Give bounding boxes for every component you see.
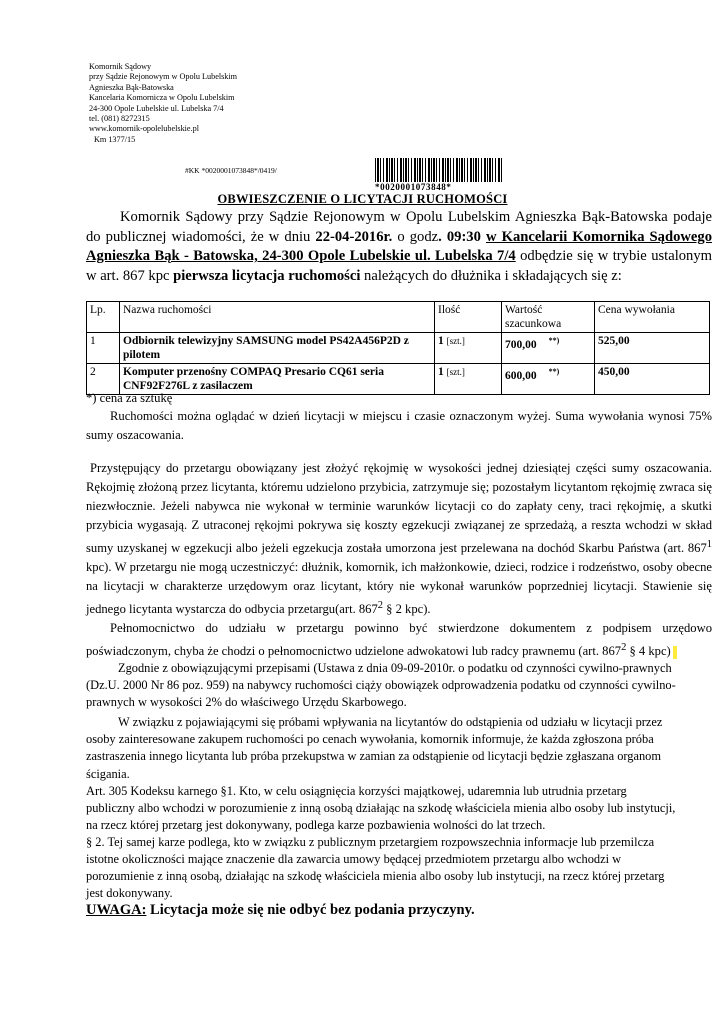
legal-section bbox=[86, 660, 676, 919]
auction-time: . 09:30 bbox=[438, 228, 481, 245]
deposit-paragraph: Przystępujący do przetargu obowiązany jest złożyć rękojmię w wysokości jednej dziesiątej części sumy oszacowania. Rękojmię złożoną przez licytanta, któremu udzielono przybicia, zatrzymuje się; pozostałym licytantom rękojmię zwraca się niezwłocznie. Jeżeli nabywca nie wykonał w terminie warunków licytacji co do zapłaty ceny, traci rękojmię, a skutki przybicia wygasają. Z utraconej rękojmi pokrywa się koszty egzekucji związanej ze sprzedażą, a reszta wchodzi w skład sumy uzyskanej w egzekucji albo jeżeli egzekucja została umorzona jest przelewana na dochód Skarbu Państwa (art. $867^1$ kpc). W przetargu nie mogą uczestniczyć: dłużnik, komornik, ich małżonkowie, dzieci, rodzice i rodzeństwo, osoby obecne na licytacji w charakterze urzędowym oraz licytant, który nie wykonał warunków poprzedniej licytacji. Stawienie się jednego licytanta wystarcza do odbycia przetargu(art. $867^2$ § 2 kpc). bbox=[86, 461, 712, 617]
col-value: Wartość szacunkowa bbox=[502, 302, 595, 333]
header-line: www.komornik-opolelubelskie.pl bbox=[89, 124, 199, 134]
col-qty: Ilość bbox=[435, 302, 502, 333]
col-lp: Lp. bbox=[87, 302, 120, 333]
barcode-bars bbox=[375, 158, 503, 182]
bailiff-header bbox=[89, 62, 237, 145]
table-row: 1 Odbiornik telewizyjny SAMSUNG model PS42A456P2D z pilotem 1 [szt.] 700,00 **) 525,00 bbox=[87, 333, 710, 364]
table-row: 2 Komputer przenośny COMPAQ Presario CQ61 seria CNF92F276L z zasilaczem 1 [szt.] 600,00 **) 450,00 bbox=[87, 364, 710, 395]
header-line: Kancelaria Komornicza w Opolu Lubelskim bbox=[89, 93, 235, 103]
terms-section bbox=[86, 392, 712, 662]
auction-type: pierwsza licytacja ruchomości bbox=[173, 267, 361, 284]
header-line: 24-300 Opole Lubelskie ul. Lubelska 7/4 bbox=[89, 103, 224, 113]
attempts-paragraph: W związku z pojawiającymi się próbami wpływania na licytantów do odstąpienia od udziału w licytacji przez osoby zainteresowane zakupem ruchomości po cenach wywołania, komornik informuje, że każda zgłoszona próba zastraszenia innego licytanta lub próba przekupstwa w zamian za odstąpienie od licytacji będzie zgłaszana organom ścigania. bbox=[86, 715, 663, 781]
auction-date: 22-04-2016r. bbox=[315, 228, 393, 245]
case-number: Km 1377/15 bbox=[94, 134, 136, 144]
item-name: Komputer przenośny COMPAQ Presario CQ61 seria CNF92F276L z zasilaczem bbox=[123, 366, 384, 392]
art305-par1: Art. 305 Kodeksu karnego §1. Kto, w celu osiągnięcia korzyści majątkowej, udaremnia lub utrudnia przetarg publiczny albo wchodzi w porozumienie z inną osobą działając na szkodę właściciela mienia albo osoby lub instytucji, na rzecz której przetarg jest dokonywany, podlega karze pozbawienia wolności do lat trzech. bbox=[86, 783, 676, 832]
item-name: Odbiornik telewizyjny SAMSUNG model PS42A456P2D z pilotem bbox=[123, 335, 409, 361]
col-name: Nazwa ruchomości bbox=[120, 302, 435, 333]
warning-label: UWAGA: bbox=[86, 902, 147, 919]
proxy-paragraph: Pełnomocnictwo do udziału w przetargu powinno być stwierdzone dokumentem z podpisem urzędowo poświadczonym, chyba że chodzi o pełnomocnictwo udzielone adwokatowi lub radcy prawnemu (art. $867^2$ § 4 kpc) bbox=[86, 621, 712, 659]
barcode bbox=[375, 158, 503, 192]
intro-paragraph: Komornik Sądowy przy Sądzie Rejonowym w Opolu Lubelskim Agnieszka Bąk-Batowska podaje do publicznej wiadomości, że w dniu 22-04-2016r. o godz. 09:30 w Kancelarii Komornika Sądowego Agnieszka Bąk - Batowska, 24-300 Opole Lubelskie ul. Lubelska 7/4 odbędzie się w trybie ustalonym w art. 867 kpc pierwsza licytacja ruchomości należących do dłużnika i składających się z: bbox=[86, 209, 712, 284]
items-table bbox=[86, 301, 710, 395]
highlight-mark bbox=[673, 646, 677, 659]
document-title: OBWIESZCZENIE O LICYTACJI RUCHOMOŚCI bbox=[217, 192, 508, 206]
header-line: Komornik Sądowy bbox=[89, 62, 152, 71]
header-line: przy Sądzie Rejonowym w Opolu Lubelskim bbox=[89, 72, 238, 82]
price-note: *) cena za sztukę bbox=[86, 391, 173, 405]
col-price: Cena wywołania bbox=[595, 302, 710, 333]
auction-place: w Kancelarii Komornika Sądowego Agnieszka Bąk - Batowska, 24-300 Opole Lubelskie ul. Lubelska 7/4 bbox=[86, 228, 712, 264]
header-line: Agnieszka Bąk-Batowska bbox=[89, 82, 174, 92]
tax-paragraph: Zgodnie z obowiązującymi przepisami (Ustawa z dnia 09-09-2010r. o podatku od czynności cywilno-prawnych (Dz.U. 2000 Nr 86 poz. 959) na nabywcy ruchomości ciąży obowiązek odprowadzenia podatku od czynności cywilno-prawnych w wysokości 2% do właściwego Urzędu Skarbowego. bbox=[86, 661, 676, 710]
viewing-paragraph: Ruchomości można oglądać w dzień licytacji w miejscu i czasie oznaczonym wyżej. Suma wywołania wynosi 75% sumy oszacowania. bbox=[86, 409, 712, 442]
table-header-row bbox=[87, 302, 710, 333]
art305-par2: § 2. Tej samej karze podlega, kto w związku z publicznym przetargiem rozpowszechnia informacje lub przemilcza istotne okoliczności mające znaczenie dla zawarcia umowy będącej przedmiotem przetargu albo wchodzi w porozumienie z inną osobą, działając na szkodę właściciela mienia albo osoby lub instytucji, na rzecz której przetarg jest dokonywany. bbox=[86, 834, 665, 901]
kk-code: #KK *0020001073848*/0419/ bbox=[185, 166, 277, 175]
header-line: tel. (081) 8272315 bbox=[89, 114, 150, 124]
barcode-text: *0020001073848* bbox=[375, 182, 452, 192]
warning: UWAGA: Licytacja może się nie odbyć bez podania przyczyny. bbox=[86, 902, 475, 919]
